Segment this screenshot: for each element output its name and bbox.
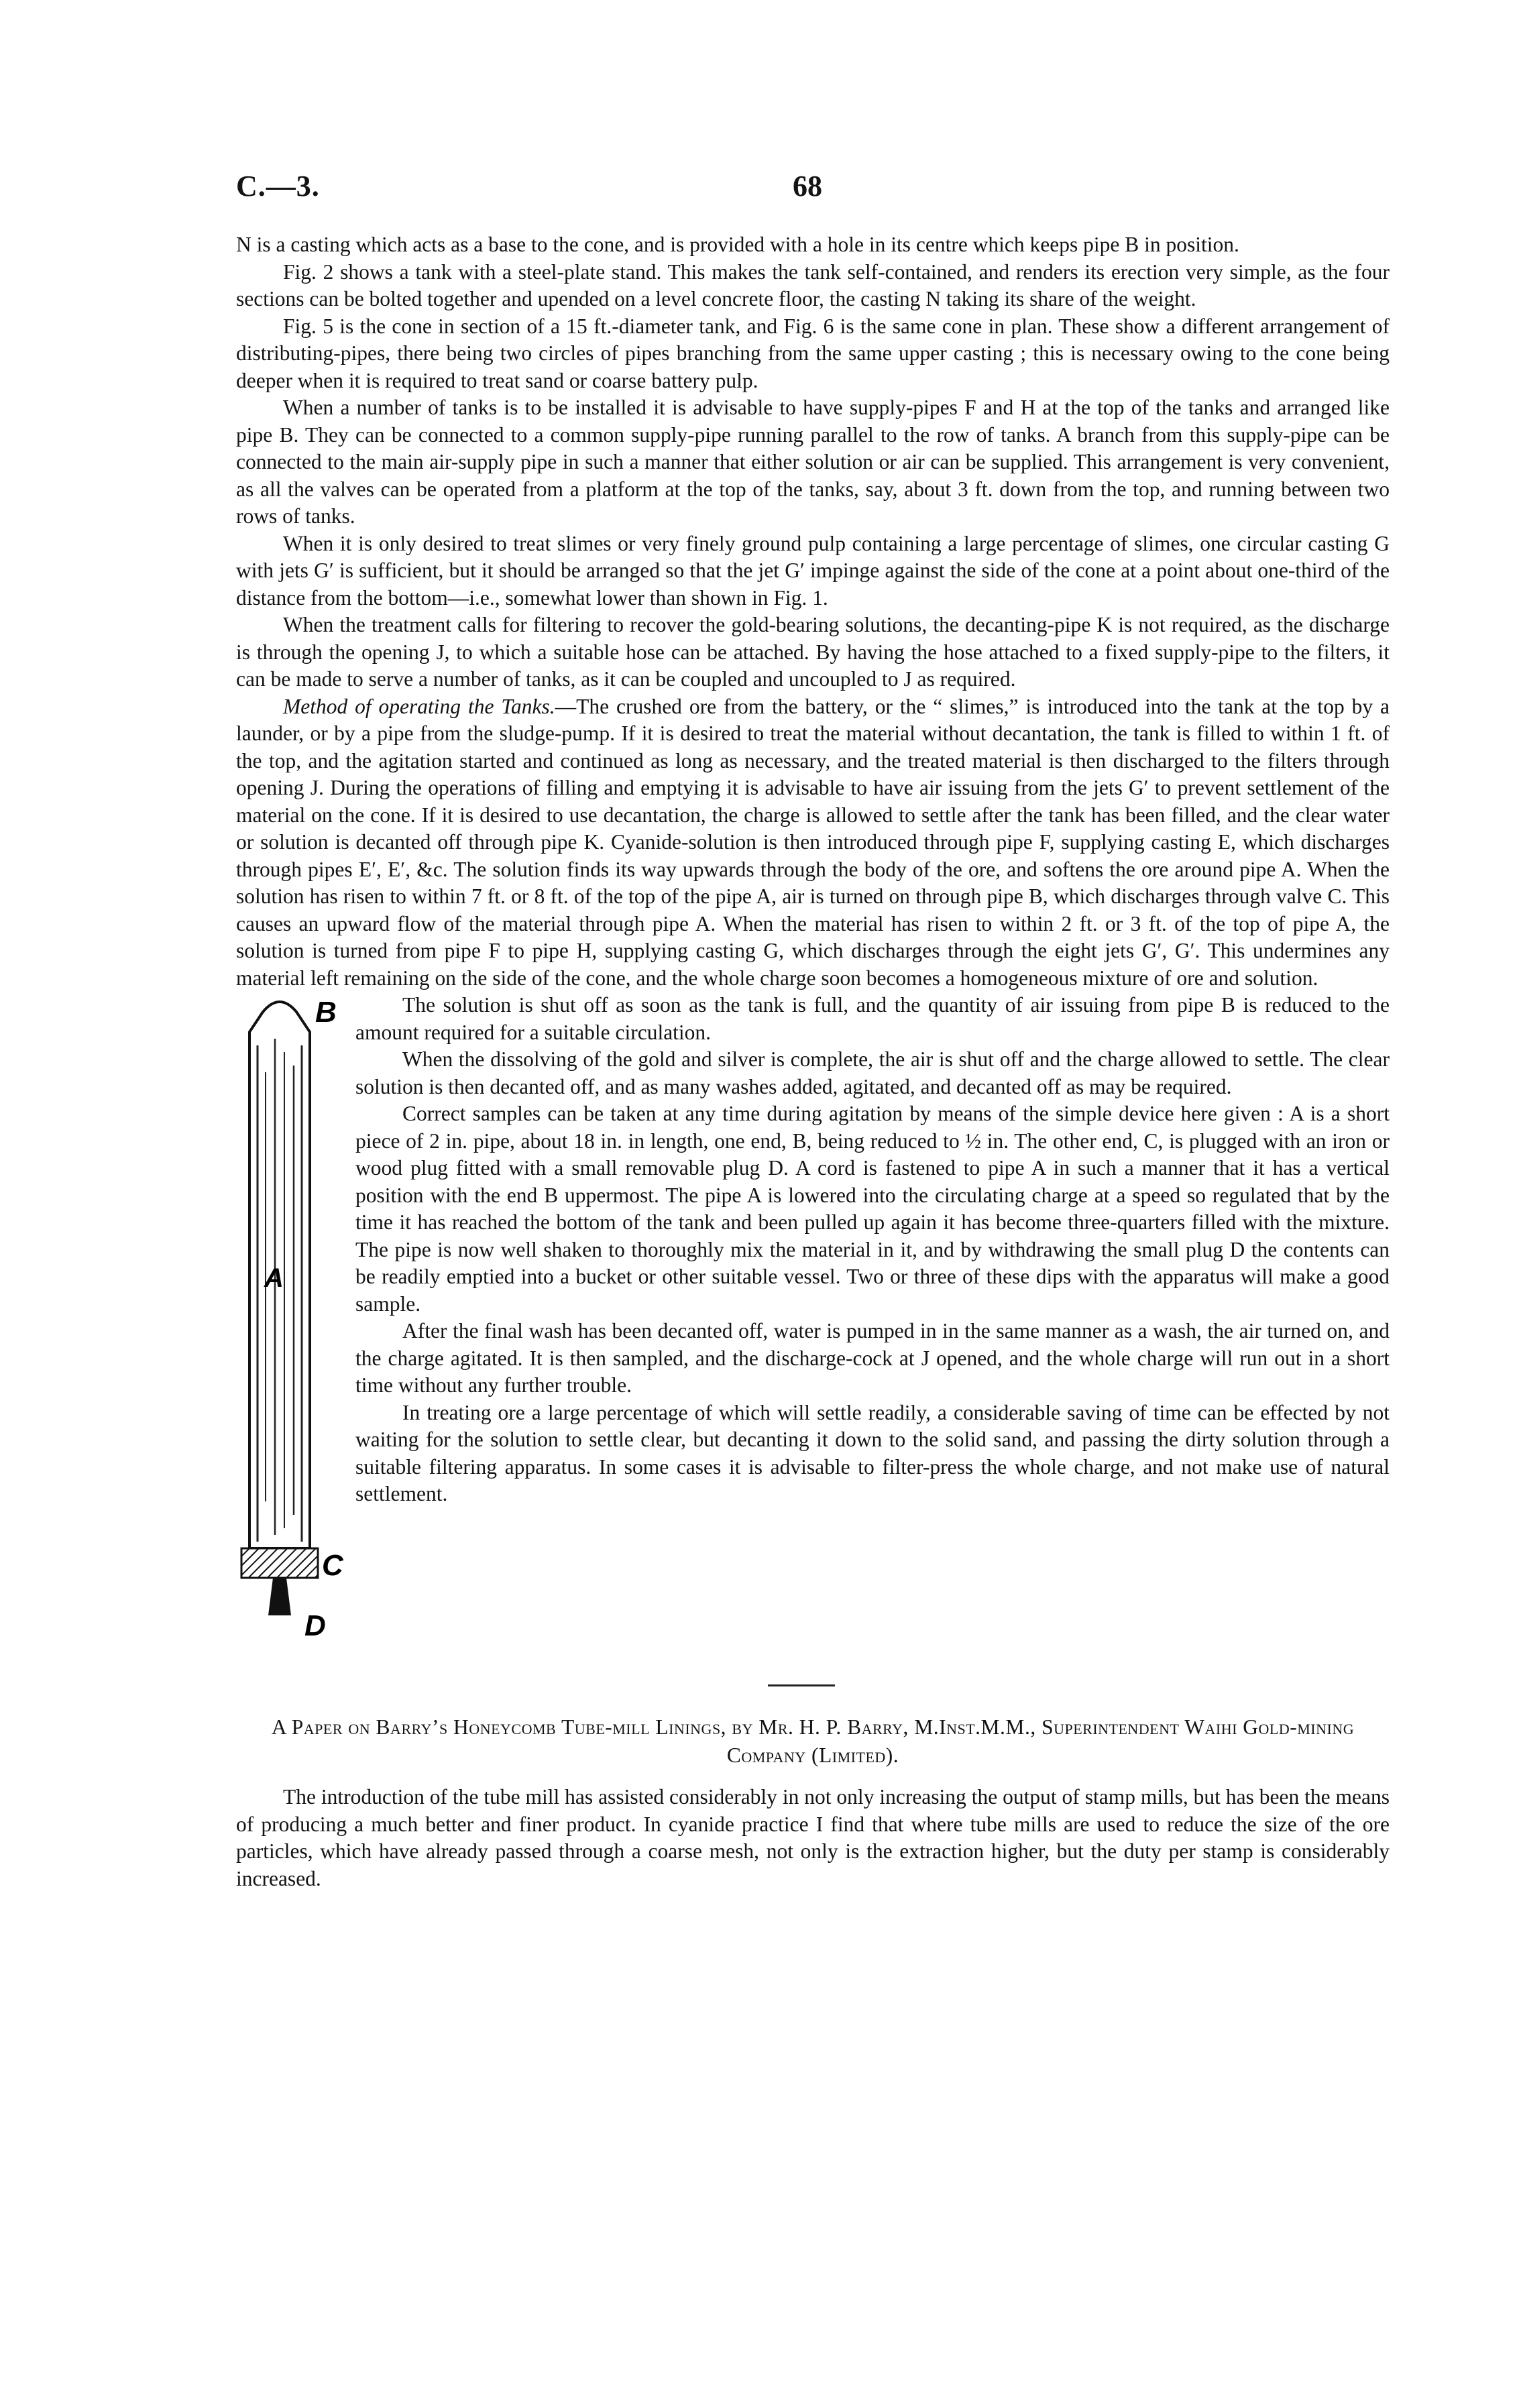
section-divider [768, 1684, 835, 1686]
paragraph: N is a casting which acts as a base to the cone, and is provided with a hole in its centre which keeps pipe B in position. [236, 233, 1239, 256]
paragraph: In treating ore a large percentage of which will settle readily, a considerable saving of time can be effected by not waiting for the solution to settle clear, but decanting it down to the solid sand, and passing the dirty solution through a suitable filtering apparatus. In some cases it is advisable to filter-press the whole charge, and not make use of natural settlement. [355, 1400, 1390, 1505]
paragraph: When a number of tanks is to be installed it is advisable to have supply-pipes F and H at the top of the tanks and arranged like pipe B. They can be connected to a common supply-pipe running parallel to the row of tanks. A branch from this supply-pipe can be connected to the main air-supply pipe in such a manner that either solution or air can be supplied. This arrangement is very convenient, as all the valves can be operated from a platform at the top of the tanks, say, about 3 ft. down from the top, and running between two rows of tanks. [236, 396, 1390, 528]
paragraph: When it is only desired to treat slimes or very finely ground pulp containing a large percentage of slimes, one circular casting G with jets G′ is sufficient, but it should be arranged so that the jet G′ impinge against the side of the cone at a point about one-third of the distance from the bottom—i.e., somewhat lower than shown in Fig. 1. [236, 531, 1390, 610]
figure-label-d: D [304, 1609, 326, 1642]
method-text: —The crushed ore from the battery, or the “ slimes,” is introduced into the tank at the top by a launder, or by a pipe from the sludge-pump. If it is desired to treat the material without decantation, the tank is filled to within 1 ft. of the top, and the agitation started and continued as long as necessary, and the treated material is then discharged to the filters through opening J. During the operations of filling and emptying it is advisable to have air issuing from the jets G′ to prevent settlement of the material on the cone. If it is desired to use decantation, the charge is allowed to settle after the tank has been filled, and the clear water or solution is decanted off through pipe K. Cyanide-solution is then introduced through pipe F, supplying casting E, which discharges through pipes E′, E′, &c. The solution finds its way upwards through the body of the ore, and softens the ore around pipe A. When the solution has risen to within 7 ft. or 8 ft. of the top of the pipe A, air is turned on through pipe B, which discharges through valve C. This causes an upward flow of the material through pipe A. When the material has risen to within 2 ft. or 3 ft. of the top of pipe A, the solution is turned from pipe F to pipe H, supplying casting G, which discharges through the eight jets G′, G′. This undermines any material left remaining on the side of the cone, and the whole charge soon becomes a homogeneous mixture of ore and solution. [236, 694, 1390, 990]
figure-label-b: B [315, 996, 337, 1029]
sampling-pipe-illustration [236, 992, 350, 1656]
figure-label-a: A [264, 1263, 284, 1293]
paragraph: The solution is shut off as soon as the tank is full, and the quantity of air issuing from pipe B is reduced to the amount required for a suitable circulation. [355, 993, 1390, 1044]
paper-text [236, 1784, 1390, 1892]
paragraph: Fig. 5 is the cone in section of a 15 ft.-diameter tank, and Fig. 6 is the same cone in plan. These show a different arrangement of distributing-pipes, there being two circles of pipes branching from the same upper casting ; this is necessary owing to the cone being deeper when it is required to treat sand or coarse battery pulp. [236, 314, 1390, 392]
paragraph: The introduction of the tube mill has assisted considerably in not only increasing the output of stamp mills, but has been the means of producing a much better and finer product. In cyanide practice I find that where tube mills are used to reduce the size of the ore particles, which have already passed through a coarse mesh, not only is the extraction higher, but the duty per stamp is considerably increased. [236, 1785, 1390, 1890]
report-reference: C.—3. [236, 170, 320, 203]
paragraph: When the treatment calls for filtering to recover the gold-bearing solutions, the decanting-pipe K is not required, as the discharge is through the opening J, to which a suitable hose can be attached. By having the hose attached to a fixed supply-pipe to the filters, it can be made to serve a number of tanks, as it can be coupled and uncoupled to J as required. [236, 613, 1390, 691]
paragraph: When the dissolving of the gold and silver is complete, the air is shut off and the charge allowed to settle. The clear solution is then decanted off, and as many washes added, agitated, and decanted off as may be required. [355, 1047, 1390, 1098]
figure-label-c: C [322, 1549, 343, 1582]
method-paragraph [236, 693, 1390, 992]
end-plug-hatched [241, 1548, 318, 1578]
paragraph: Fig. 2 shows a tank with a steel-plate stand. This makes the tank self-contained, and renders its erection very simple, as the four sections can be bolted together and upended on a level concrete floor, the casting N taking its share of the weight. [236, 260, 1390, 310]
sampler-section [236, 992, 1390, 1642]
wrapped-text [355, 992, 1390, 1508]
paragraph: Correct samples can be taken at any time during agitation by means of the simple device here given : A is a short piece of 2 in. pipe, about 18 in. in length, one end, B, being reduced to ½ in. The other end, C, is plugged with an iron or wood plug fitted with a small removable plug D. A cord is fastened to pipe A in such a manner that it has a vertical position with the end B uppermost. The pipe A is lowered into the circulating charge at a speed so regulated that by the time it has reached the bottom of the tank and been pulled up again it has become three-quarters filled with the mixture. The pipe is now well shaken to thoroughly mix the material in it, and by withdrawing the small plug D the contents can be readily emptied into a bucket or other suitable vessel. Two or three of these dips with the apparatus will make a good sample. [355, 1102, 1390, 1316]
method-heading: Method of operating the Tanks. [283, 694, 555, 718]
paper-title: A Paper on Barry’s Honeycomb Tube-mill Linings, by Mr. H. P. Barry, M.Inst.M.M., Superintendent Waihi Gold-mining Company (Limited). [271, 1715, 1355, 1767]
paragraph: After the final wash has been decanted off, water is pumped in in the same manner as a wash, the air turned on, and the charge agitated. It is then sampled, and the discharge-cock at J opened, and the whole charge will run out in a short time without any further trouble. [355, 1319, 1390, 1397]
page-number: 68 [793, 170, 822, 203]
page-header [236, 169, 1390, 209]
sampling-pipe-figure [236, 992, 350, 1656]
main-text [236, 231, 1390, 1642]
removable-plug [268, 1578, 291, 1615]
